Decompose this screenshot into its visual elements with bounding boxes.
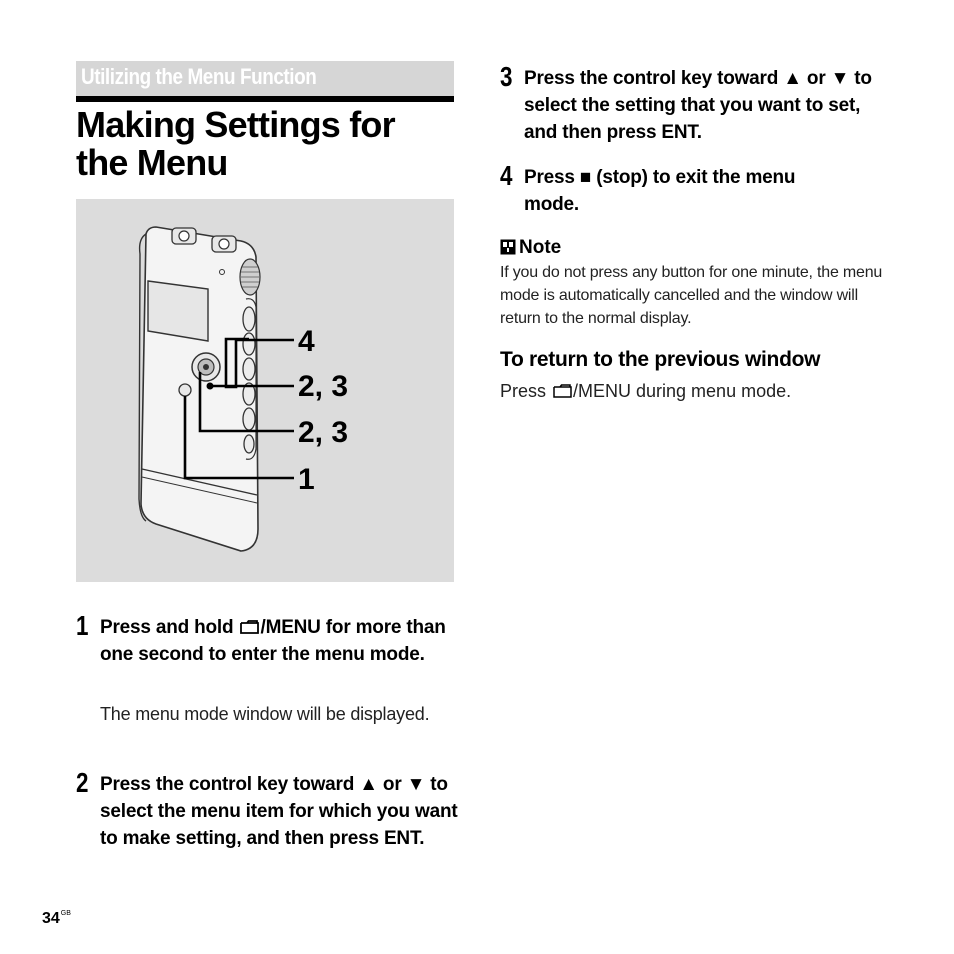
callout-4: 4 [298, 325, 315, 358]
note-heading [500, 236, 561, 260]
step-1-sub: The menu mode window will be displayed. [100, 704, 430, 724]
step-1-text [100, 614, 460, 668]
page-number-suffix: GB [60, 910, 71, 917]
step-3-number: 3 [500, 61, 513, 92]
step-1-text-b: /MENU for more than one second to enter the menu mode. [100, 617, 446, 665]
step-2-number: 2 [76, 767, 89, 798]
page-number-value: 34 [42, 910, 60, 927]
folder-icon [240, 620, 259, 634]
note-heading-label: Note [519, 237, 562, 258]
page-title-line-1: Making Settings for [76, 104, 395, 145]
step-3-text: Press the control key toward ▲ or ▼ to select the setting that you want to set, and then press ENT. [524, 68, 872, 143]
callout-2-3-b: 2, 3 [298, 416, 349, 449]
step-4-number: 4 [500, 160, 513, 191]
section-header-label: Utilizing the Menu Function [81, 64, 317, 89]
page-number [42, 910, 71, 928]
step-1-text-a: Press and hold [100, 617, 239, 638]
step-1-number: 1 [76, 610, 89, 641]
callout-1: 1 [298, 463, 315, 496]
folder-icon [553, 384, 572, 398]
step-2-text: Press the control key toward ▲ or ▼ to select the menu item for which you want to make setting, and then press ENT. [100, 774, 458, 849]
return-body-b: /MENU during menu mode. [573, 381, 792, 401]
return-body [500, 378, 791, 404]
return-heading: To return to the previous window [500, 348, 821, 371]
return-body-a: Press [500, 381, 552, 401]
note-body: If you do not press any button for one minute, the menu mode is automatically cancelled and the window will return to the normal display. [500, 264, 883, 327]
note-icon [500, 239, 516, 255]
step-4-text: Press ■ (stop) to exit the menu mode. [524, 167, 796, 215]
page-title [76, 106, 476, 182]
device-illustration [76, 199, 454, 582]
page-title-line-2: the Menu [76, 142, 228, 183]
callout-2-3-a: 2, 3 [298, 370, 349, 403]
section-header-bar [76, 61, 454, 102]
recorder-device-icon [76, 199, 454, 582]
